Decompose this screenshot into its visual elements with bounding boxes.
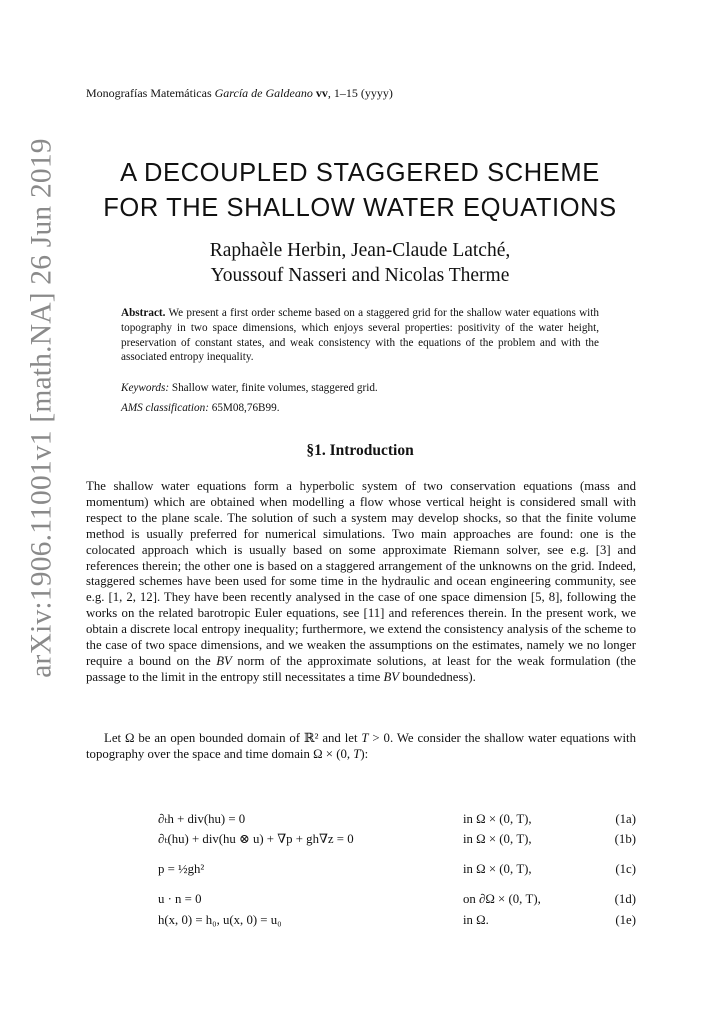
paper-title [80,156,640,226]
equation-row [0,812,720,832]
ams-text: 65M08,76B99. [211,402,280,414]
equation-row [0,913,720,933]
title-line-1: A DECOUPLED STAGGERED SCHEME [120,159,600,187]
p2-text-a: Let Ω be an open bounded domain of ℝ² and let [104,731,362,745]
intro-paragraph-2 [86,731,636,763]
equation-number: (1a) [615,812,636,826]
keywords-label: Keywords: [121,382,170,394]
keywords [121,382,378,394]
journal-prefix: Monografías Matemáticas [86,86,215,100]
equation-domain: in Ω. [463,913,489,927]
keywords-text: Shallow water, finite volumes, staggered grid. [171,382,378,394]
equation-row [0,862,720,882]
equation-lhs: ∂ₜ(hu) + div(hu ⊗ u) + ∇p + gh∇z = 0 [158,832,354,846]
journal-header [86,86,393,101]
p2-text-c: ): [360,746,369,761]
abstract-label: Abstract. [121,307,166,319]
p2-T: T [361,731,369,745]
equation-number: (1e) [615,913,636,927]
equation-domain: on ∂Ω × (0, T), [463,892,541,906]
equation-row [0,892,720,912]
abstract-text: We present a first order scheme based on a staggered grid for the shallow water equations with topography in two space dimensions, which enjoys several properties: positivity of the water height, preservation of constant states, and weak consistency with the equations of the problem and with the associated entropy inequality. [121,307,599,364]
p2-text-b: > 0. We consider the shallow water equations with topography over the space and time domain Ω × (0, [86,731,636,761]
intro-text-b: norm of the approximate solutions, at least for the weak formulation (the passage to the limit in the entropy still necessitates a time [86,653,636,684]
equation-lhs: u · n = 0 [158,892,202,906]
equation-lhs: h(x, 0) = h₀, u(x, 0) = u₀ [158,913,282,927]
equation-number: (1d) [614,892,636,906]
journal-volume: vv [312,86,328,100]
equation-lhs: p = ½gh² [158,862,205,876]
intro-paragraph-1 [86,479,636,686]
journal-series: García de Galdeano [214,86,313,100]
intro-text-a: The shallow water equations form a hyperbolic system of two conservation equations (mass and momentum) which are obtained when modelling a flow whose vertical height is considered small with respect to the plane scale. The solution of such a system may develop shocks, so that the finite volume method is usually preferred for numerical simulations. Two main approaches are found: one is the colocated approach which is usually based on some approximate Riemann solver, see e.g. [3] and references therein; the other one is based on a staggered arrangement of the unknowns on the grid. Indeed, staggered schemes have been used for some time in the hydraulic and ocean engineering community, see e.g. [1, 2, 12]. They have been recently analysed in the case of one space dimension [5, 8], following the works on the related barotropic Euler equations, see [11] and references therein. In the present work, we obtain a discrete local entropy inequality; furthermore, we extend the consistency analysis of the scheme to the case of two space dimensions, and we weaken the assumptions on the estimates, namely we no longer require a bound on the [86,479,636,668]
equation-number: (1b) [614,832,636,846]
authors-line-1: Raphaèle Herbin, Jean-Claude Latché, [209,240,511,261]
title-line-2: FOR THE SHALLOW WATER EQUATIONS [103,194,617,222]
section-heading: §1. Introduction [306,442,414,459]
equation-domain: in Ω × (0, T), [463,812,532,826]
journal-pages: , 1–15 (yyyy) [327,86,393,100]
equation-domain: in Ω × (0, T), [463,832,532,846]
equation-domain: in Ω × (0, T), [463,862,532,876]
author-list [80,238,640,288]
equation-lhs: ∂ₜh + div(hu) = 0 [158,812,246,826]
abstract [121,306,599,365]
ams-classification [121,402,280,414]
equation-row [0,832,720,852]
authors-line-2: Youssouf Nasseri and Nicolas Therme [210,265,510,286]
arxiv-sidebar-stamp [12,128,72,688]
p2-T2: T [353,746,361,761]
arxiv-identifier: arXiv:1906.11001v1 [math.NA] 26 Jun 2019 [25,138,58,678]
intro-bv-1: BV [216,653,232,668]
ams-label: AMS classification: [121,402,209,414]
equation-number: (1c) [615,862,636,876]
intro-text-c: boundedness). [399,669,476,684]
intro-bv-2: BV [383,669,400,684]
